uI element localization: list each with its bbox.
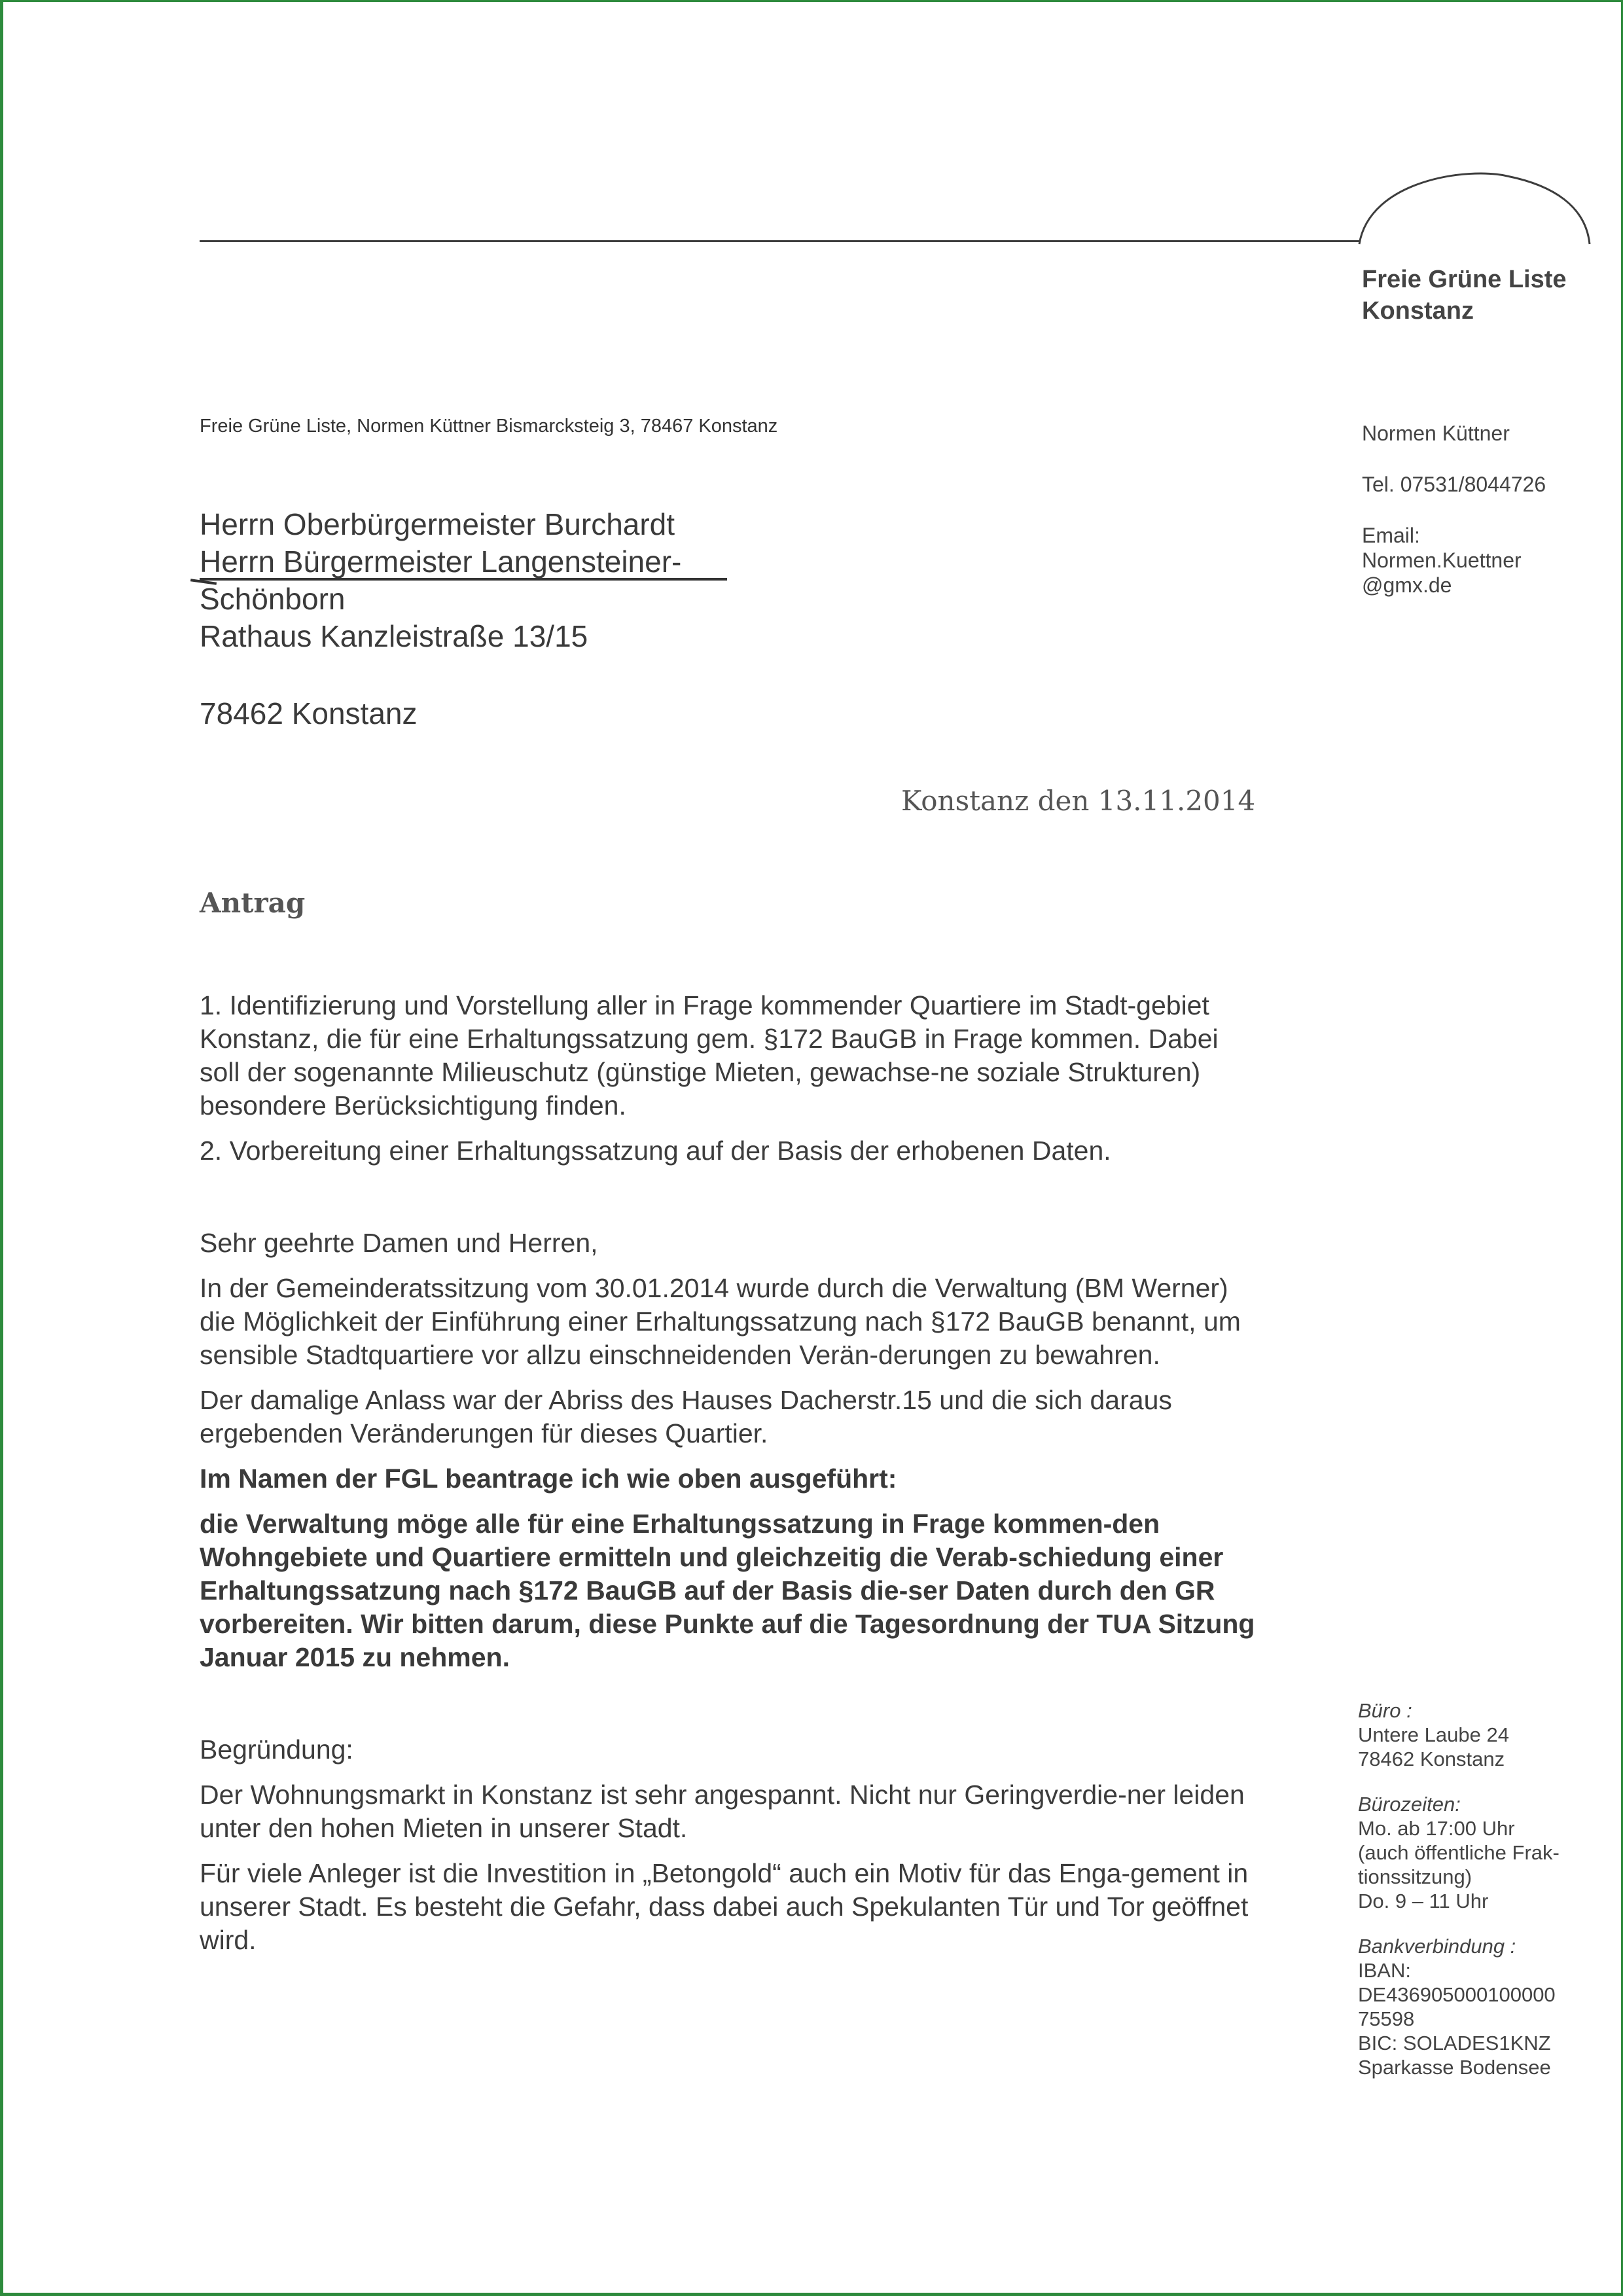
recipient-line-2: Herrn Bürgermeister Langensteiner- [200,545,682,579]
motion-point-2: 2. Vorbereitung einer Erhaltungssatzung auf der Basis der erhobenen Daten. [200,1136,1111,1166]
recipient-line-1: Herrn Oberbürgermeister Burchardt [200,507,675,541]
recipient-line-4: Rathaus Kanzleistraße 13/15 [200,619,588,653]
email-line-2: @gmx.de [1362,573,1452,597]
bank-line-1: IBAN: [1358,1959,1411,1982]
bank-line-2: DE436905000100000 [1358,1983,1556,2006]
office-line-2: 78462 Konstanz [1358,1748,1505,1770]
hours-line-1: Mo. ab 17:00 Uhr [1358,1817,1515,1840]
sender-contact-sidebar [1362,421,1546,598]
hours-label: Bürozeiten: [1358,1793,1461,1816]
letter-subject: Antrag [200,887,306,919]
paragraph-3: Der Wohnungsmarkt in Konstanz ist sehr angespannt. Nicht nur Geringverdie-ner leiden unter den hohen Mieten in unserer Stadt. [200,1780,1245,1843]
motion-statement: Im Namen der FGL beantrage ich wie oben ausgeführt: [200,1463,897,1494]
email-line-1: Normen.Kuettner [1362,548,1522,572]
office-label: Büro : [1358,1699,1412,1722]
recipient-address [200,506,681,655]
bank-line-5: Sparkasse Bodensee [1358,2056,1551,2079]
hours-line-2: (auch öffentliche Frak- [1358,1841,1560,1864]
header-rule [200,240,1359,242]
hours-line-3: tionssitzung) [1358,1865,1472,1888]
bank-line-4: BIC: SOLADES1KNZ [1358,2032,1551,2054]
letter-body [200,989,1260,1969]
email-label: Email: [1362,524,1420,547]
bank-line-3: 75598 [1358,2007,1415,2030]
recipient-city: 78462 Konstanz [200,696,418,730]
office-line-1: Untere Laube 24 [1358,1723,1509,1746]
paragraph-2: Der damalige Anlass war der Abriss des Hauses Dacherstr.15 und die sich daraus ergebenden Veränderungen für dieses Quartier. [200,1385,1172,1448]
motion-request: die Verwaltung möge alle für eine Erhaltungssatzung in Frage kommen-den Wohngebiete und Quartiere ermitteln und gleichzeitig die Verab-schiedung einer Erhaltungssatzung nach §172 BauGB auf der Basis die-ser Daten durch den GR vorbereiten. Wir bitten darum, diese Punkte auf die Tagesordnung der TUA Sitzung Januar 2015 zu nehmen. [200,1509,1255,1672]
sender-phone: Tel. 07531/8044726 [1362,473,1546,496]
reason-heading: Begründung: [200,1734,353,1765]
return-address: Freie Grüne Liste, Normen Küttner Bismarcksteig 3, 78467 Konstanz [200,416,778,437]
bank-label: Bankverbindung : [1358,1935,1516,1958]
motion-point-1: 1. Identifizierung und Vorstellung aller in Frage kommender Quartiere im Stadt-gebiet Konstanz, die für eine Erhaltungssatzung gem. §172 BauGB in Frage kommen. Dabei soll der sogenannte Milieuschutz (günstige Mieten, gewachse-ne soziale Strukturen) besondere Berücksichtigung finden. [200,990,1219,1121]
salutation: Sehr geehrte Damen und Herren, [200,1228,598,1258]
sender-name: Normen Küttner [1362,422,1510,445]
office-info-sidebar [1358,1698,1594,2100]
recipient-line-3: Schönborn [200,582,346,616]
hand-underline [200,578,727,581]
organization-name: Freie Grüne Liste Konstanz [1362,266,1567,325]
letter-date: Konstanz den 13.11.2014 [901,785,1256,817]
header-arc-logo [1357,167,1592,245]
paragraph-1: In der Gemeinderatssitzung vom 30.01.2014 wurde durch die Verwaltung (BM Werner) die Möglichkeit der Einführung einer Erhaltungssatzung nach §172 BauGB benannt, um sensible Stadtquartiere vor allzu einschneidenden Verän-derungen zu bewahren. [200,1273,1241,1370]
hours-line-4: Do. 9 – 11 Uhr [1358,1890,1489,1912]
paragraph-4: Für viele Anleger ist die Investition in „Betongold“ auch ein Motiv für das Enga-gement in unserer Stadt. Es besteht die Gefahr, dass dabei auch Spekulanten Tür und Tor geöffnet wird. [200,1858,1249,1955]
